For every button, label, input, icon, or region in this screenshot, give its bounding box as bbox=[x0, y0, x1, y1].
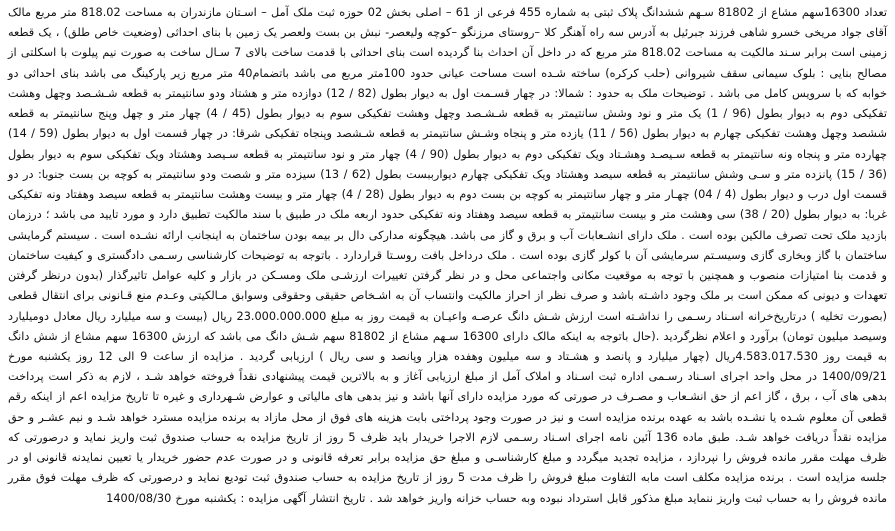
notice-body-text: تعداد 16300سهم مشاع از 81802 سـهم ششدانگ پلاک ثبتی به شماره 455 فرعی از 61 – اصلی بخش 02 حوزه ثبت ملک آمل – اسـتان مازندران به مساحت 818.02 متر مربع مالک آقای جواد مریخی خسرو شاهی فرزند جبرئیل به آدرس سه راه آهنگر کلا –روستای مرزنگو –کوچه ولیعصر- نبش بن بست ولعصر یک زمین با بنای احداثی (وضعیت خاص طلق) ، یک قطعه زمینی است برابر سـند مالکیت به مساحت 818.02 متر مربع که در داخل آن احداث بنا گردیده است بنای احداثی با قدمت ساخت بالای 7 سـال ساخت به صورت نیم پیلوت با اسکلتی از مصالح بنایی : بلوک سیمانی سقف شیروانی (حلب کرکره) ساخته شـده است مساحت عیانی حدود 100متر مربع می باشد باتضمام40 متر مربع زیر پارکینگ می باشد بنای احداثی دو خوابه که با سرویس کامل می باشد . توضیحات ملک به حدود : شمالا: در چهار قسـمت اول به دیوار بطول (82 / 12) دوازده متر و هشتاد ودو سانتیمتر به قطعه شـشـصد وچهل وهشت تفکیکی دوم به دیوار بطول (96 / 1) یک متر و نود وشش سانتیمتر به قطعه شـشـصد وچهل وهشت تفکیکی سوم به دیوار بطول (45 / 4) چهار متر و چهل وپنج سانتیمتر به قطعه ششصد وچهل وهشت تفکیکی چهارم به دیوار بطول (56 / 11) یازده متر و پنجاه وشـش سانتیمتر به قطعه شـشصد وپنجاه تفکیکی شرقا: در چهار قسمت اول به دیوار بطول (59 / 14) چهارده متر و پنجاه ونه سانتیمتر به قطعه سـیصـد وهشـتاد ویک تفکیکی دوم به دیوار بطول (90 / 4) چهار متر و نود سانتیمتر به قطعه سـیصد وهشتاد ویک تفکیکی سوم به دیوار بطول (36 / 15) پانزده متر و سـی وشش سانتیمتر به قطعه سیصد وهشتاد ویک تفکیکی چهارم دیوارببست بطول (62 / 13) سیزده متر و شصت ودو سانتیمتر به کوچه بن بست جنوبا: در دو قسمت اول درب و دیوار بطول (4 / 04) چهـار متر و چهار سانتیمتر به کوچه بن بست دوم به دیوار بطول (28 / 4) چهار متر و بیست وهشت سانتیمتر به قطعه سیصد وهفتاد ونه تفکیکی غربا: به دیوار بطول (20 / 38) سی وهشت متر و بیست سانتیمتر به قطعه سیصد وهفتاد ونه تفکیکی حدود اربعه ملک در طبیق با سند مالکیت تطبیق دارد و مورد تایید می باشد ؛ درزمان بازدید ملک تحت تصرف مالکین بوده است . ملک دارای انشـعابات آب و برق و گاز می باشد. هیچگونه مدارکی دال بر بیمه بودن ساختمان به اینجانب ارائه نشـده است . سیستم گرمایشی ساختمان با گاز وبخاری گازی وسیسـتم سرمایشی آن با کولر گازی بوده است . ملک درداخل بافت روسـتا قراردارد . باتوجه به توضیحات کارشناسی رسـمی دادگستری و کیفیت ساختمان و قدمت بنا امتیازات منصوب و همچنین با توجه به موقعیت مکانی واجتماعی محل و در نظر گرفتن تغییرات ارزشـی ملک ومسـکن در بازار و کلیه عوامل تاثیرگذار (بدون درنظر گرفتن تعهدات و دیونی که ممکن است بر ملک وجود داشـته باشد و صرف نظر از احراز مالکیت وانتساب آن به اشـخاص حقیقی وحقوقی وسوابق مـالکیتی وعـدم منع قـانونی برای انتقال قطعی (بصورت تخلیه ) درتاریخ‌خرانه اسـناد رسـمی را نداشـته است ارزش شـش دانگ عرصـه واعیـان به قیمت روز به مبلغ 23.000.000.000 ریال (بیست و سه میلیارد ریال معادل دومیلیارد وسیصد میلیون تومان) برآورد و اعلام نظرگردید .(حال باتوجه به اینکه مالک دارای 16300 سـهم مشاع از 81802 سهم شـش دانگ می باشد که ارزش 16300 سهم مشاع از شش دانگ به قیمت روز 4.583.017.530ریال (چهار میلیارد و پانصد و هشـتاد و سه میلیون وهفده هزار وپانصد و سی ریال ) ارزیابی گردید . مزایده از ساعت 9 الی 12 روز یکشنبه مورخ 1400/09/21 در محل واحد اجرای اسـناد رسـمی اداره ثبت اسـناد و املاک آمل از مبلغ ارزیابی آغاز و به بالاترین قیمت پیشنهادی نقداً فروخته خواهد شـد ، لازم به ذکر است پرداخت بدهی های آب ، برق ، گاز اعم از حق انشـعاب و مصـرف در صورتی که مورد مزایده دارای آنها باشد و نیز بدهی های مالیاتی و عوارض شـهرداری و غیره تا تاریخ مزایده اعم از اینکه رقم قطعی آن معلوم شـده یا نشـده باشد به عهده برنده مزایده است و نیز در صورت وجود پرداختی بابت هزینه های فوق از محل مازاد به برنده مزایده مسترد خواهد شـد و نیم عشـر و حق مزایده نقداً دریافت خواهد شـد. طبق ماده 136 آئین نامه اجرای اسـناد رسـمی لازم الاجرا خریدار باید ظرف 5 روز از تاریخ مزایده به حساب صندوق ثبت واریز نماید و درصورتی که ظرف مهلت مقرر مانده فروش را نپردازد ، مزایده تجدید میگردد و مبلغ کارشناسـی و مبلغ حق مزایده برابر تعرفه قانونی و در صورت عدم حضور خریدار یا تعیین نمایدنه قانونی او در جلسه مزایده است . برنده مزایده مکلف است مابه التفاوت مبلغ فروش را ظرف مدت 5 روز از تاریخ مزایده به حساب صندوق ثبت تودیع نماید و درصورتی که ظرف مهلت فوق مقرر مانده فروش را به حساب ثبت واریز ننماید مبلغ مذکور قابل استرداد نبوده وبه حساب خزانه واریز خواهد شد . تاریخ انتشار آگهی مزایده : یکشنبه مورخ 1400/08/30 bbox=[8, 6, 888, 505]
